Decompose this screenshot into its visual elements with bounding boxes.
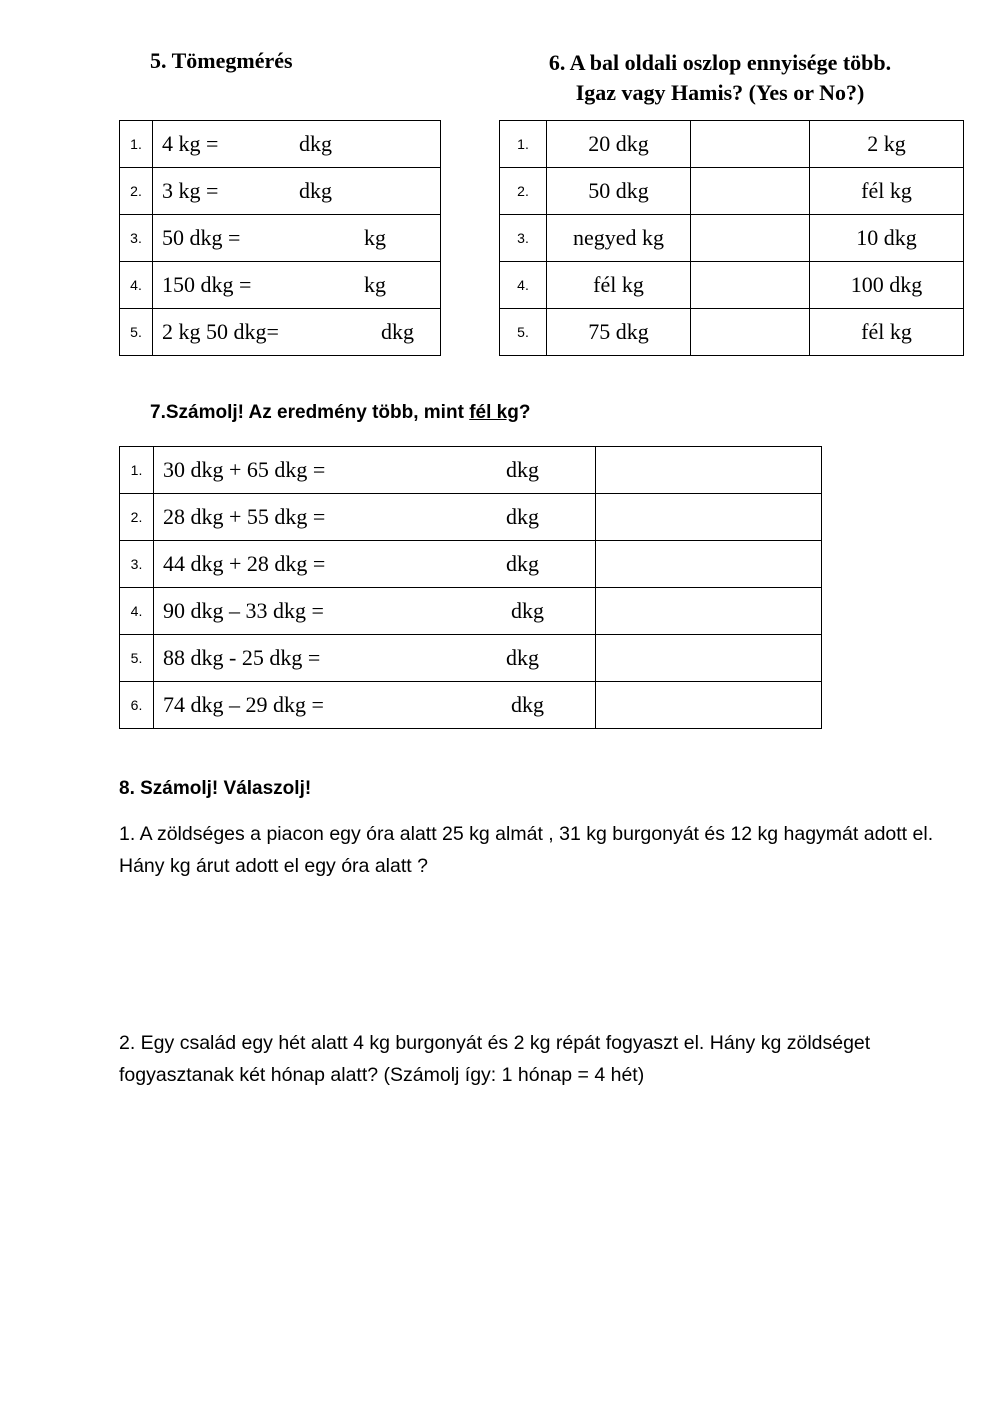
- table-row: [120, 635, 822, 682]
- row-number: 5.: [500, 309, 547, 356]
- task6-table: [499, 120, 964, 356]
- task7-title-post: ?: [518, 402, 531, 423]
- answer-cell[interactable]: [691, 215, 810, 262]
- conversion-cell[interactable]: [153, 121, 441, 168]
- task5-title: 5. Tömegmérés: [150, 48, 293, 73]
- table-row: [120, 262, 441, 309]
- row-number: 1.: [120, 447, 154, 494]
- conversion-cell[interactable]: [153, 262, 441, 309]
- row-number: 2.: [500, 168, 547, 215]
- expression-unit: dkg: [511, 692, 544, 717]
- expression: 44 dkg + 28 dkg =: [163, 551, 326, 576]
- right-quantity: fél kg: [810, 309, 964, 356]
- task5-table: [119, 120, 441, 356]
- task7-table: [119, 446, 822, 729]
- table-row: [120, 168, 441, 215]
- answer-cell[interactable]: [596, 588, 822, 635]
- row-number: 2.: [120, 168, 153, 215]
- conversion-cell[interactable]: [153, 309, 441, 356]
- table-row: [500, 215, 964, 262]
- row-number: 4.: [120, 262, 153, 309]
- answer-cell[interactable]: [596, 682, 822, 729]
- conversion-unit: dkg: [381, 319, 414, 344]
- expression-cell[interactable]: [154, 447, 596, 494]
- left-quantity: 50 dkg: [547, 168, 691, 215]
- table-row: [120, 494, 822, 541]
- answer-cell[interactable]: [596, 635, 822, 682]
- table-row: [120, 541, 822, 588]
- table-row: [120, 682, 822, 729]
- table-row: [120, 309, 441, 356]
- task7-title-pre: 7.Számolj! Az eredmény több, mint: [150, 402, 470, 423]
- table-row: [500, 121, 964, 168]
- row-number: 5.: [120, 309, 153, 356]
- row-number: 2.: [120, 494, 154, 541]
- row-number: 3.: [500, 215, 547, 262]
- table-row: [120, 588, 822, 635]
- left-quantity: fél kg: [547, 262, 691, 309]
- answer-cell[interactable]: [596, 541, 822, 588]
- row-number: 5.: [120, 635, 154, 682]
- row-number: 4.: [500, 262, 547, 309]
- task6-title: [500, 48, 940, 108]
- expression-unit: dkg: [506, 504, 539, 529]
- conversion-unit: dkg: [299, 178, 332, 203]
- row-number: 1.: [120, 121, 153, 168]
- row-number: 4.: [120, 588, 154, 635]
- conversion-cell[interactable]: [153, 215, 441, 262]
- expression: 88 dkg - 25 dkg =: [163, 645, 321, 670]
- task8-title: 8. Számolj! Válaszolj!: [119, 778, 312, 799]
- row-number: 1.: [500, 121, 547, 168]
- row-number: 6.: [120, 682, 154, 729]
- conversion-unit: kg: [364, 225, 386, 250]
- word-problem-1: 1. A zöldséges a piacon egy óra alatt 25 kg almát , 31 kg burgonyát és 12 kg hagymát adott el. Hány kg árut adott el egy óra alatt ?: [119, 823, 934, 877]
- expression-cell[interactable]: [154, 682, 596, 729]
- right-quantity: fél kg: [810, 168, 964, 215]
- answer-cell[interactable]: [596, 494, 822, 541]
- right-quantity: 2 kg: [810, 121, 964, 168]
- expression-unit: dkg: [506, 551, 539, 576]
- table-row: [120, 447, 822, 494]
- conversion-left: 150 dkg =: [162, 272, 252, 297]
- conversion-left: 50 dkg =: [162, 225, 241, 250]
- task7-title: [150, 402, 530, 424]
- task7-title-underlined: fél kg: [469, 402, 519, 423]
- expression-unit: dkg: [506, 457, 539, 482]
- answer-cell[interactable]: [691, 121, 810, 168]
- answer-cell[interactable]: [691, 309, 810, 356]
- task6-title-line2: Igaz vagy Hamis? (Yes or No?): [575, 80, 865, 105]
- table-row: [120, 121, 441, 168]
- table-row: [500, 168, 964, 215]
- conversion-left: 4 kg =: [162, 131, 219, 156]
- right-quantity: 10 dkg: [810, 215, 964, 262]
- row-number: 3.: [120, 541, 154, 588]
- conversion-left: 3 kg =: [162, 178, 219, 203]
- conversion-left: 2 kg 50 dkg=: [162, 319, 279, 344]
- answer-cell[interactable]: [691, 262, 810, 309]
- expression-cell[interactable]: [154, 635, 596, 682]
- answer-cell[interactable]: [596, 447, 822, 494]
- row-number: 3.: [120, 215, 153, 262]
- table-row: [120, 215, 441, 262]
- answer-cell[interactable]: [691, 168, 810, 215]
- expression-unit: dkg: [511, 598, 544, 623]
- left-quantity: negyed kg: [547, 215, 691, 262]
- expression-cell[interactable]: [154, 541, 596, 588]
- conversion-unit: kg: [364, 272, 386, 297]
- left-quantity: 20 dkg: [547, 121, 691, 168]
- table-row: [500, 262, 964, 309]
- table-row: [500, 309, 964, 356]
- expression: 30 dkg + 65 dkg =: [163, 457, 326, 482]
- expression-cell[interactable]: [154, 494, 596, 541]
- expression: 90 dkg – 33 dkg =: [163, 598, 324, 623]
- task6-title-line1: 6. A bal oldali oszlop ennyisége több.: [548, 50, 892, 75]
- expression-cell[interactable]: [154, 588, 596, 635]
- expression-unit: dkg: [506, 645, 539, 670]
- word-problem-2: 2. Egy család egy hét alatt 4 kg burgonyát és 2 kg répát fogyaszt el. Hány kg zöldséget fogyasztanak két hónap alatt? (Számolj így: 1 hónap = 4 hét): [119, 1032, 871, 1086]
- left-quantity: 75 dkg: [547, 309, 691, 356]
- expression: 28 dkg + 55 dkg =: [163, 504, 326, 529]
- expression: 74 dkg – 29 dkg =: [163, 692, 324, 717]
- conversion-cell[interactable]: [153, 168, 441, 215]
- conversion-unit: dkg: [299, 131, 332, 156]
- right-quantity: 100 dkg: [810, 262, 964, 309]
